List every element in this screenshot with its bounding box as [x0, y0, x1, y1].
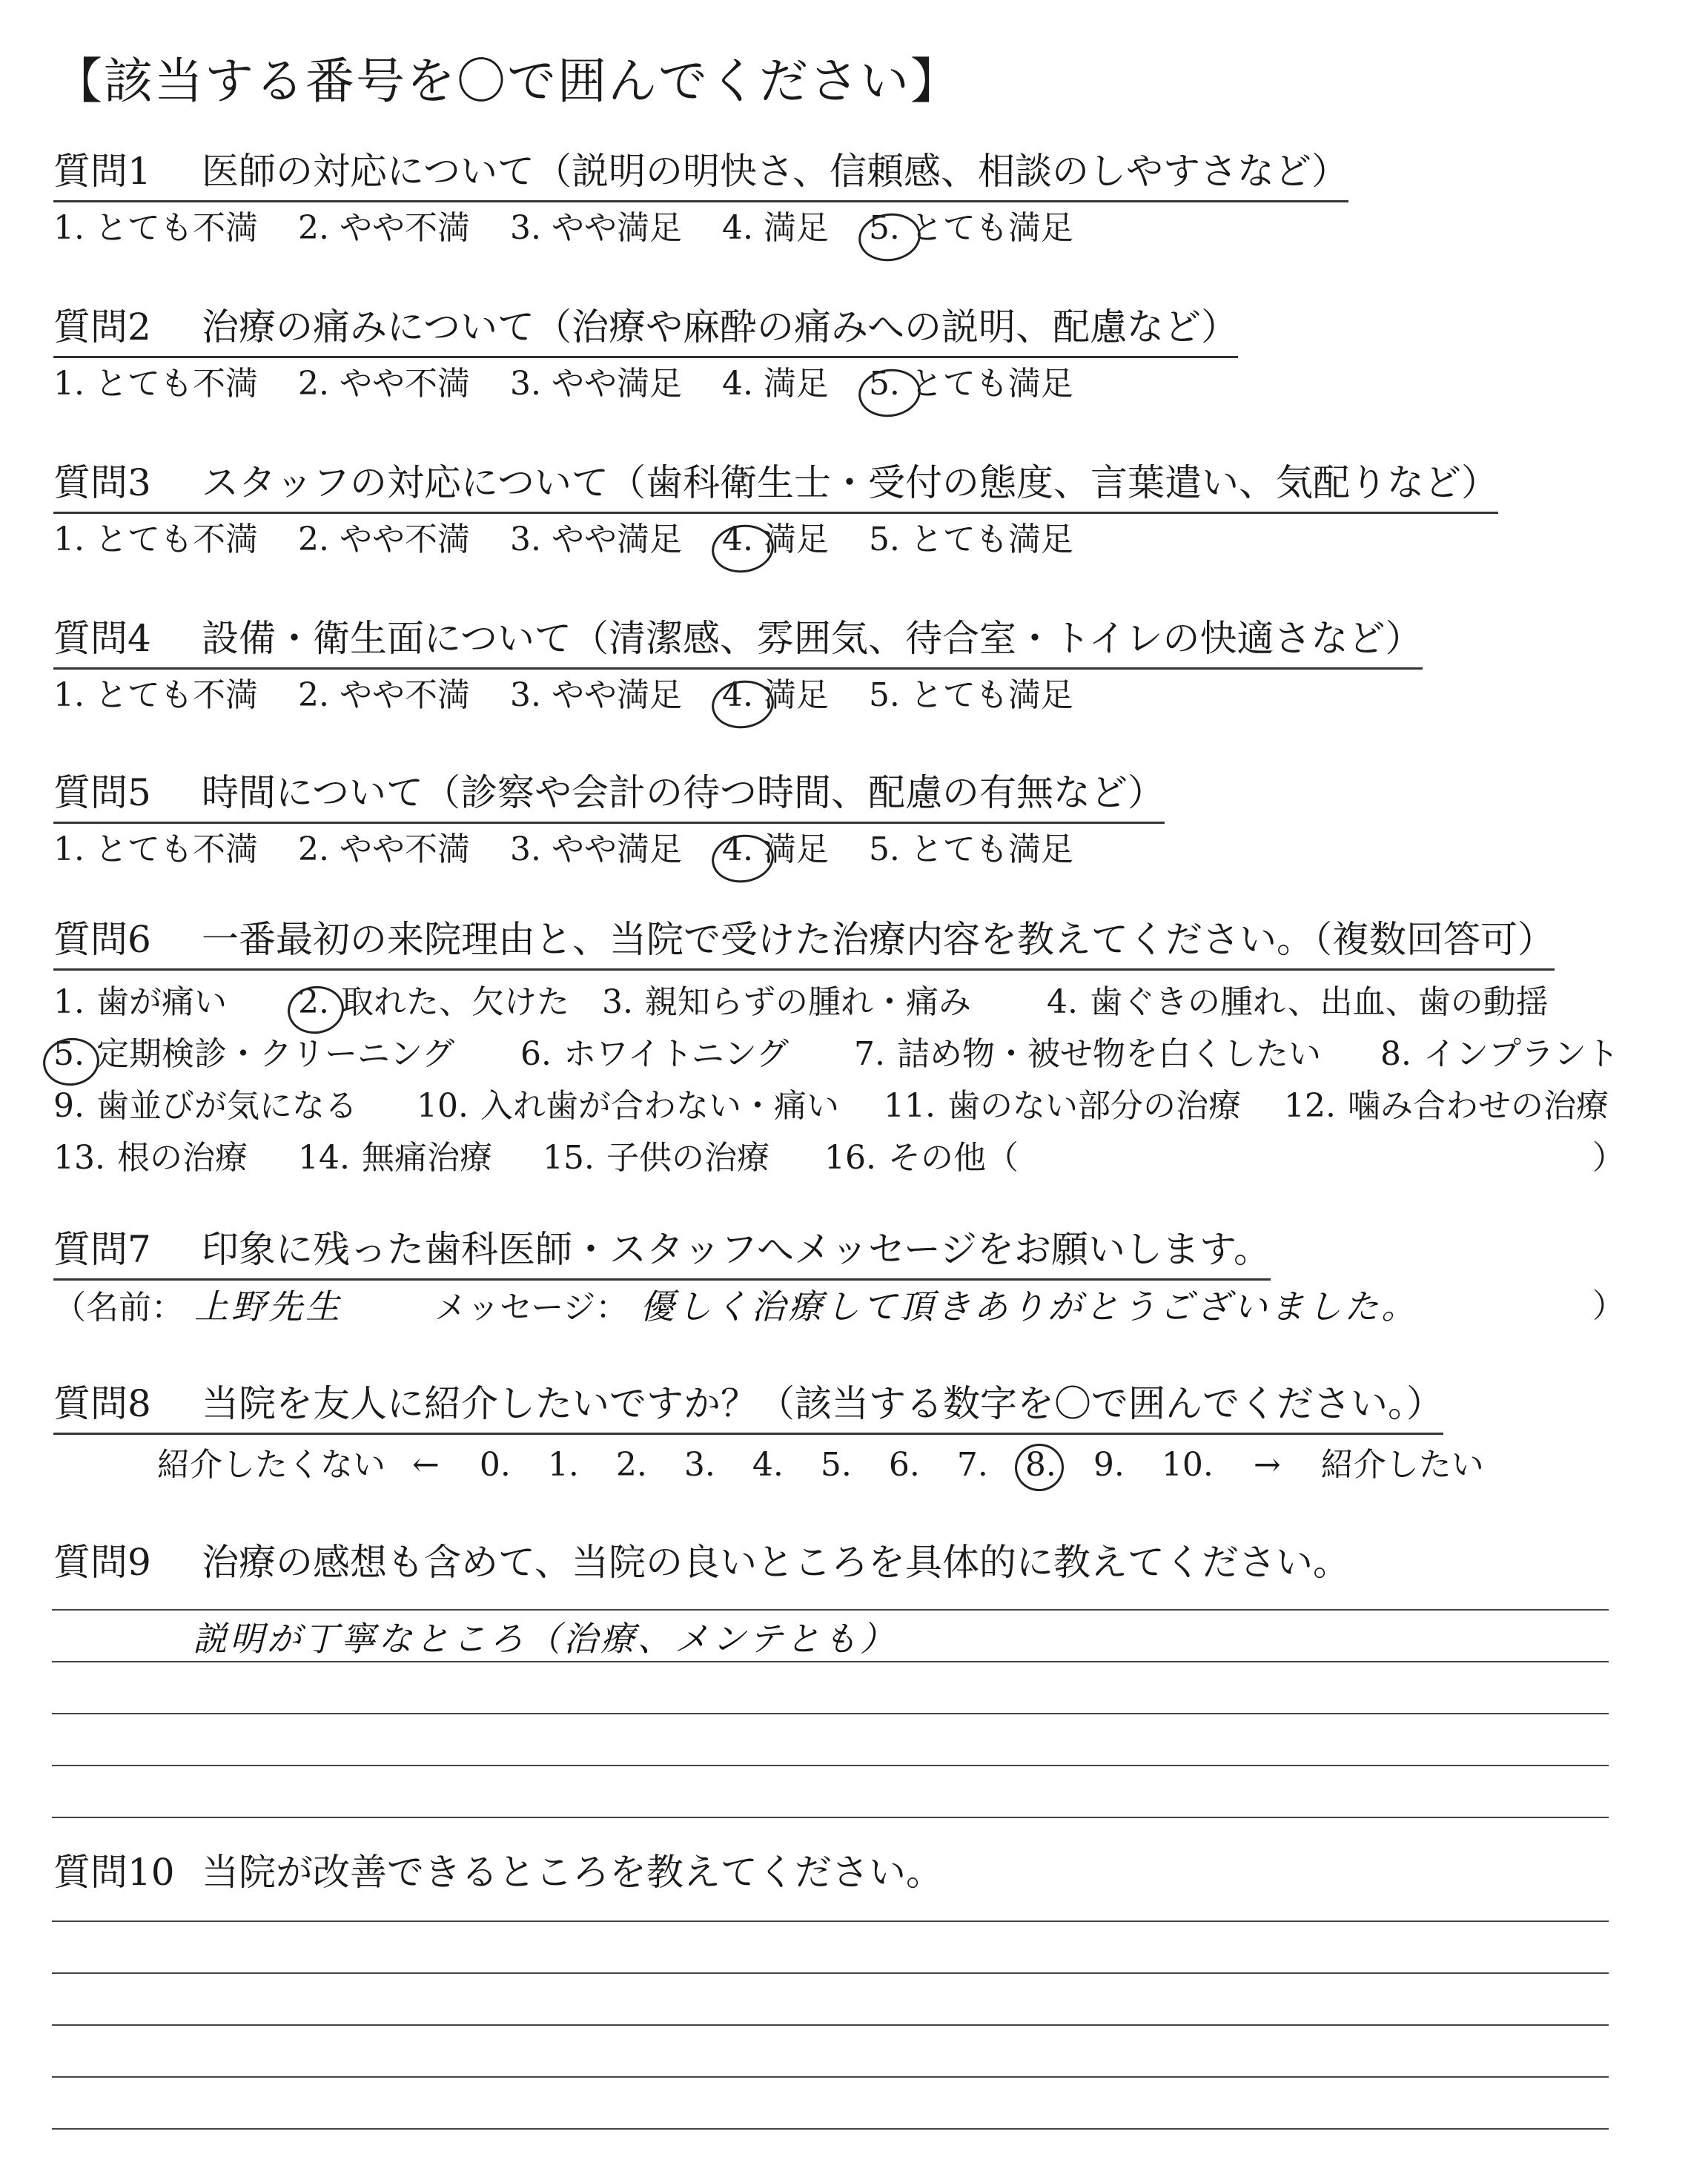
- rating-option-5[interactable]: [869, 358, 1073, 410]
- option-label: とても不満: [94, 365, 258, 403]
- option-number: 4.: [721, 209, 753, 247]
- question-number: 質問2: [53, 305, 151, 349]
- option-number: 5.: [868, 209, 900, 247]
- rating-option-1[interactable]: [53, 358, 258, 410]
- question-text: 医師の対応について（説明の明快さ、信頼感、相談のしやすさなど）: [202, 150, 1348, 193]
- option-label: やや不満: [339, 676, 470, 714]
- option-label: 入れ歯が合わない・痛い: [480, 1087, 839, 1125]
- question-2: [53, 301, 1238, 410]
- checkbox-option-1[interactable]: [53, 977, 227, 1028]
- checkbox-option-13[interactable]: [53, 1132, 248, 1184]
- option-label: 親知らずの腫れ・痛み: [644, 983, 971, 1021]
- question-title: [53, 914, 1555, 971]
- rating-option-4[interactable]: [722, 670, 829, 721]
- scale-left-label: 紹介したくない: [157, 1446, 385, 1484]
- rating-option-2[interactable]: [298, 514, 470, 566]
- option-label: やや不満: [339, 521, 470, 558]
- option-label: 満足: [763, 521, 829, 558]
- options-row: [53, 977, 1625, 1028]
- scale-numbers: [480, 1446, 1243, 1484]
- option-number: 4.: [721, 830, 753, 868]
- checkbox-option-12[interactable]: [1284, 1080, 1609, 1132]
- rating-option-5[interactable]: [869, 824, 1073, 876]
- checkbox-option-2[interactable]: [298, 977, 569, 1028]
- options-row: [53, 1132, 1625, 1184]
- scale-option-7[interactable]: 7.: [956, 1446, 988, 1484]
- checkbox-option-3[interactable]: [602, 977, 971, 1028]
- question-number: 質問6: [53, 918, 151, 961]
- question-title: [53, 1378, 1443, 1435]
- option-number: 4.: [721, 365, 753, 403]
- answer-line: [52, 1972, 1609, 1974]
- rating-option-2[interactable]: [298, 670, 470, 721]
- option-label: やや満足: [551, 365, 682, 403]
- rating-options: [53, 824, 1165, 876]
- rating-option-5[interactable]: [869, 202, 1073, 254]
- multi-choice-options: [53, 977, 1625, 1184]
- question-10: [53, 1846, 943, 1898]
- right-arrow-icon: →: [1253, 1446, 1281, 1484]
- rating-option-3[interactable]: [510, 824, 682, 876]
- checkbox-option-14[interactable]: [298, 1132, 492, 1184]
- option-label: 歯のない部分の治療: [947, 1087, 1241, 1125]
- scale-option-4[interactable]: 4.: [752, 1446, 784, 1484]
- answer-line: [52, 1765, 1609, 1766]
- option-label: やや満足: [551, 209, 682, 247]
- answer-line: [52, 1920, 1609, 1922]
- scale-right-label: 紹介したい: [1320, 1446, 1484, 1484]
- option-label: 満足: [763, 209, 829, 247]
- rating-option-3[interactable]: [510, 670, 682, 721]
- close-paren: ）: [1592, 1139, 1625, 1177]
- option-number: 3.: [509, 676, 541, 714]
- answer-line: [52, 2076, 1609, 2078]
- option-number: 16.: [824, 1139, 876, 1177]
- rating-option-2[interactable]: [298, 202, 470, 254]
- rating-option-3[interactable]: [510, 358, 682, 410]
- option-label: とても満足: [910, 521, 1073, 558]
- rating-option-4[interactable]: [722, 514, 829, 566]
- question-text: 設備・衛生面について（清潔感、雰囲気、待合室・トイレの快適さなど）: [202, 617, 1423, 660]
- rating-option-5[interactable]: [869, 514, 1073, 566]
- checkbox-option-9[interactable]: [53, 1080, 357, 1132]
- option-label: 噛み合わせの治療: [1347, 1087, 1609, 1125]
- checkbox-option-7[interactable]: [854, 1028, 1321, 1080]
- option-number: 1.: [53, 209, 85, 247]
- question-title: [53, 1846, 943, 1898]
- question-8: [53, 1378, 1484, 1491]
- scale-option-6[interactable]: 6.: [888, 1446, 920, 1484]
- option-number: 1.: [53, 365, 85, 403]
- options-row: [53, 1028, 1625, 1080]
- question-text: 時間について（診察や会計の待つ時間、配慮の有無など）: [202, 771, 1165, 814]
- checkbox-option-15[interactable]: [543, 1132, 769, 1184]
- answer-line: [52, 2024, 1609, 2026]
- option-label: 満足: [763, 365, 829, 403]
- option-label: 定期検診・クリーニング: [96, 1035, 455, 1073]
- rating-option-1[interactable]: [53, 202, 258, 254]
- answer-line: [52, 1817, 1609, 1818]
- question-title: [53, 1223, 1271, 1281]
- message-line: [53, 1281, 1625, 1332]
- question-3: [53, 457, 1498, 566]
- option-number: 2.: [297, 830, 329, 868]
- page-header: 【該当する番号を〇で囲んでください】: [53, 53, 961, 110]
- option-number: 5.: [868, 365, 900, 403]
- option-label: 子供の治療: [606, 1139, 769, 1177]
- option-label: とても不満: [94, 209, 258, 247]
- question-title: [53, 767, 1165, 824]
- option-number: 3.: [509, 521, 541, 558]
- option-label: とても不満: [94, 676, 258, 714]
- option-label: やや満足: [551, 676, 682, 714]
- option-number: 1.: [53, 830, 85, 868]
- option-label: 詰め物・被せ物を白くしたい: [896, 1035, 1321, 1073]
- option-number: 13.: [53, 1139, 105, 1177]
- question-text: 当院が改善できるところを教えてください。: [202, 1851, 943, 1894]
- rating-option-4[interactable]: [722, 202, 829, 254]
- question-5: [53, 767, 1165, 876]
- question-text: 一番最初の来院理由と、当院で受けた治療内容を教えてください。（複数回答可）: [202, 918, 1555, 961]
- option-number: 2.: [297, 365, 329, 403]
- scale-option-3[interactable]: 3.: [683, 1446, 715, 1484]
- question-number: 質問5: [53, 771, 151, 814]
- q9-answer-text: 説明が丁寧なところ（治療、メンテとも）: [193, 1619, 897, 1659]
- question-text: 印象に残った歯科医師・スタッフへメッセージをお願いします。: [202, 1228, 1271, 1271]
- option-label: 取れた、欠けた: [340, 983, 569, 1021]
- rating-option-3[interactable]: [510, 514, 682, 566]
- option-number: 3.: [509, 365, 541, 403]
- answer-line: [52, 1661, 1609, 1662]
- option-label: 無痛治療: [361, 1139, 492, 1177]
- question-number: 質問7: [53, 1228, 151, 1271]
- scale-option-1[interactable]: 1.: [547, 1446, 579, 1484]
- option-number: 9.: [53, 1087, 85, 1125]
- scale-option-0[interactable]: 0.: [479, 1446, 511, 1484]
- option-number: 15.: [543, 1139, 595, 1177]
- checkbox-option-11[interactable]: [884, 1080, 1241, 1132]
- question-9: [53, 1536, 1350, 1588]
- option-label: 根の治療: [116, 1139, 248, 1177]
- question-number: 質問4: [53, 617, 151, 660]
- question-number: 質問8: [53, 1382, 151, 1425]
- question-title: [53, 301, 1238, 358]
- option-number: 8.: [1380, 1035, 1411, 1073]
- option-label: とても満足: [910, 365, 1073, 403]
- option-label: とても満足: [910, 209, 1073, 247]
- option-number: 1.: [53, 983, 85, 1021]
- question-text: スタッフの対応について（歯科衛生士・受付の態度、言葉遣い、気配りなど）: [202, 461, 1498, 504]
- option-label: 歯ぐきの腫れ、出血、歯の動揺: [1089, 983, 1549, 1021]
- answer-line: [52, 1713, 1609, 1714]
- option-label: 歯が痛い: [96, 983, 227, 1021]
- scale-option-5[interactable]: 5.: [820, 1446, 852, 1484]
- option-label: やや満足: [551, 521, 682, 558]
- question-title: [53, 145, 1348, 202]
- option-label: 歯並びが気になる: [96, 1087, 357, 1125]
- option-label: 満足: [763, 830, 829, 868]
- option-number: 12.: [1284, 1087, 1336, 1125]
- option-number: 1.: [53, 676, 85, 714]
- option-label: とても満足: [910, 676, 1073, 714]
- left-arrow-icon: ←: [412, 1446, 440, 1484]
- answer-line: [52, 2128, 1609, 2130]
- question-1: [53, 145, 1348, 254]
- option-number: 10.: [417, 1087, 469, 1125]
- option-label: とても不満: [94, 521, 258, 558]
- rating-option-2[interactable]: [298, 824, 470, 876]
- option-number: 5.: [868, 676, 900, 714]
- option-number: 14.: [298, 1139, 350, 1177]
- rating-options: [53, 670, 1423, 721]
- question-6: [53, 914, 1625, 1184]
- option-number: 6.: [520, 1035, 552, 1073]
- scale-option-9[interactable]: 9.: [1093, 1446, 1125, 1484]
- checkbox-option-4[interactable]: [1047, 977, 1549, 1028]
- rating-option-3[interactable]: [510, 202, 682, 254]
- name-label: （名前：: [53, 1289, 184, 1327]
- question-text: 治療の痛みについて（治療や麻酔の痛みへの説明、配慮など）: [202, 305, 1238, 349]
- checkbox-option-6[interactable]: [520, 1028, 789, 1080]
- option-label: とても満足: [910, 830, 1073, 868]
- option-number: 5.: [53, 1035, 85, 1073]
- option-number: 4.: [721, 676, 753, 714]
- question-text: 治療の感想も含めて、当院の良いところを具体的に教えてください。: [202, 1541, 1350, 1584]
- options-row: [53, 1080, 1625, 1132]
- option-number: 2.: [297, 209, 329, 247]
- question-7: [53, 1223, 1625, 1332]
- scale-option-8[interactable]: 8.: [1025, 1439, 1093, 1491]
- scale-option-2[interactable]: 2.: [615, 1446, 647, 1484]
- question-title: [53, 1536, 1350, 1588]
- checkbox-option-5[interactable]: [53, 1028, 454, 1080]
- checkbox-option-8[interactable]: [1380, 1028, 1619, 1080]
- checkbox-option-16[interactable]: [824, 1132, 1019, 1184]
- answer-line: [52, 1609, 1609, 1611]
- checkbox-option-10[interactable]: [417, 1080, 839, 1132]
- option-number: 11.: [884, 1087, 936, 1125]
- option-number: 3.: [509, 830, 541, 868]
- option-number: 4.: [721, 521, 753, 558]
- name-value[interactable]: 上野先生: [194, 1287, 342, 1327]
- option-number: 5.: [868, 521, 900, 558]
- scale-option-10[interactable]: 10.: [1161, 1446, 1214, 1484]
- option-number: 3.: [509, 209, 541, 247]
- option-number: 7.: [854, 1035, 885, 1073]
- rating-options: [53, 358, 1238, 410]
- option-label: とても不満: [94, 830, 258, 868]
- rating-options: [53, 202, 1348, 254]
- option-label: やや不満: [339, 209, 470, 247]
- option-label: やや満足: [551, 830, 682, 868]
- option-label: 満足: [763, 676, 829, 714]
- recommend-scale: [53, 1439, 1484, 1491]
- rating-option-1[interactable]: [53, 824, 258, 876]
- close-paren: ）: [1592, 1287, 1625, 1325]
- option-label: その他（: [887, 1139, 1019, 1177]
- rating-option-5[interactable]: [869, 670, 1073, 721]
- rating-option-1[interactable]: [53, 514, 258, 566]
- rating-option-4[interactable]: [722, 358, 829, 410]
- option-label: やや不満: [339, 365, 470, 403]
- rating-option-2[interactable]: [298, 358, 470, 410]
- question-4: [53, 612, 1423, 721]
- question-title: [53, 457, 1498, 514]
- option-number: 2.: [297, 676, 329, 714]
- question-number: 質問10: [53, 1851, 175, 1894]
- option-number: 2.: [298, 983, 329, 1021]
- option-number: 5.: [868, 830, 900, 868]
- option-number: 1.: [53, 521, 85, 558]
- rating-options: [53, 514, 1498, 566]
- rating-option-1[interactable]: [53, 670, 258, 721]
- option-number: 4.: [1047, 983, 1078, 1021]
- message-label: メッセージ：: [434, 1289, 629, 1327]
- rating-option-4[interactable]: [722, 824, 829, 876]
- option-label: やや不満: [339, 830, 470, 868]
- question-number: 質問9: [53, 1541, 151, 1584]
- option-label: インプラント: [1423, 1035, 1619, 1073]
- question-text: 当院を友人に紹介したいですか？（該当する数字を〇で囲んでください。）: [202, 1382, 1443, 1425]
- option-number: 2.: [297, 521, 329, 558]
- option-number: 3.: [602, 983, 633, 1021]
- message-value[interactable]: 優しく治療して頂きありがとうございました。: [640, 1287, 1419, 1327]
- question-title: [53, 612, 1423, 670]
- option-label: ホワイトニング: [563, 1035, 790, 1073]
- question-number: 質問1: [53, 150, 151, 193]
- question-number: 質問3: [53, 461, 151, 504]
